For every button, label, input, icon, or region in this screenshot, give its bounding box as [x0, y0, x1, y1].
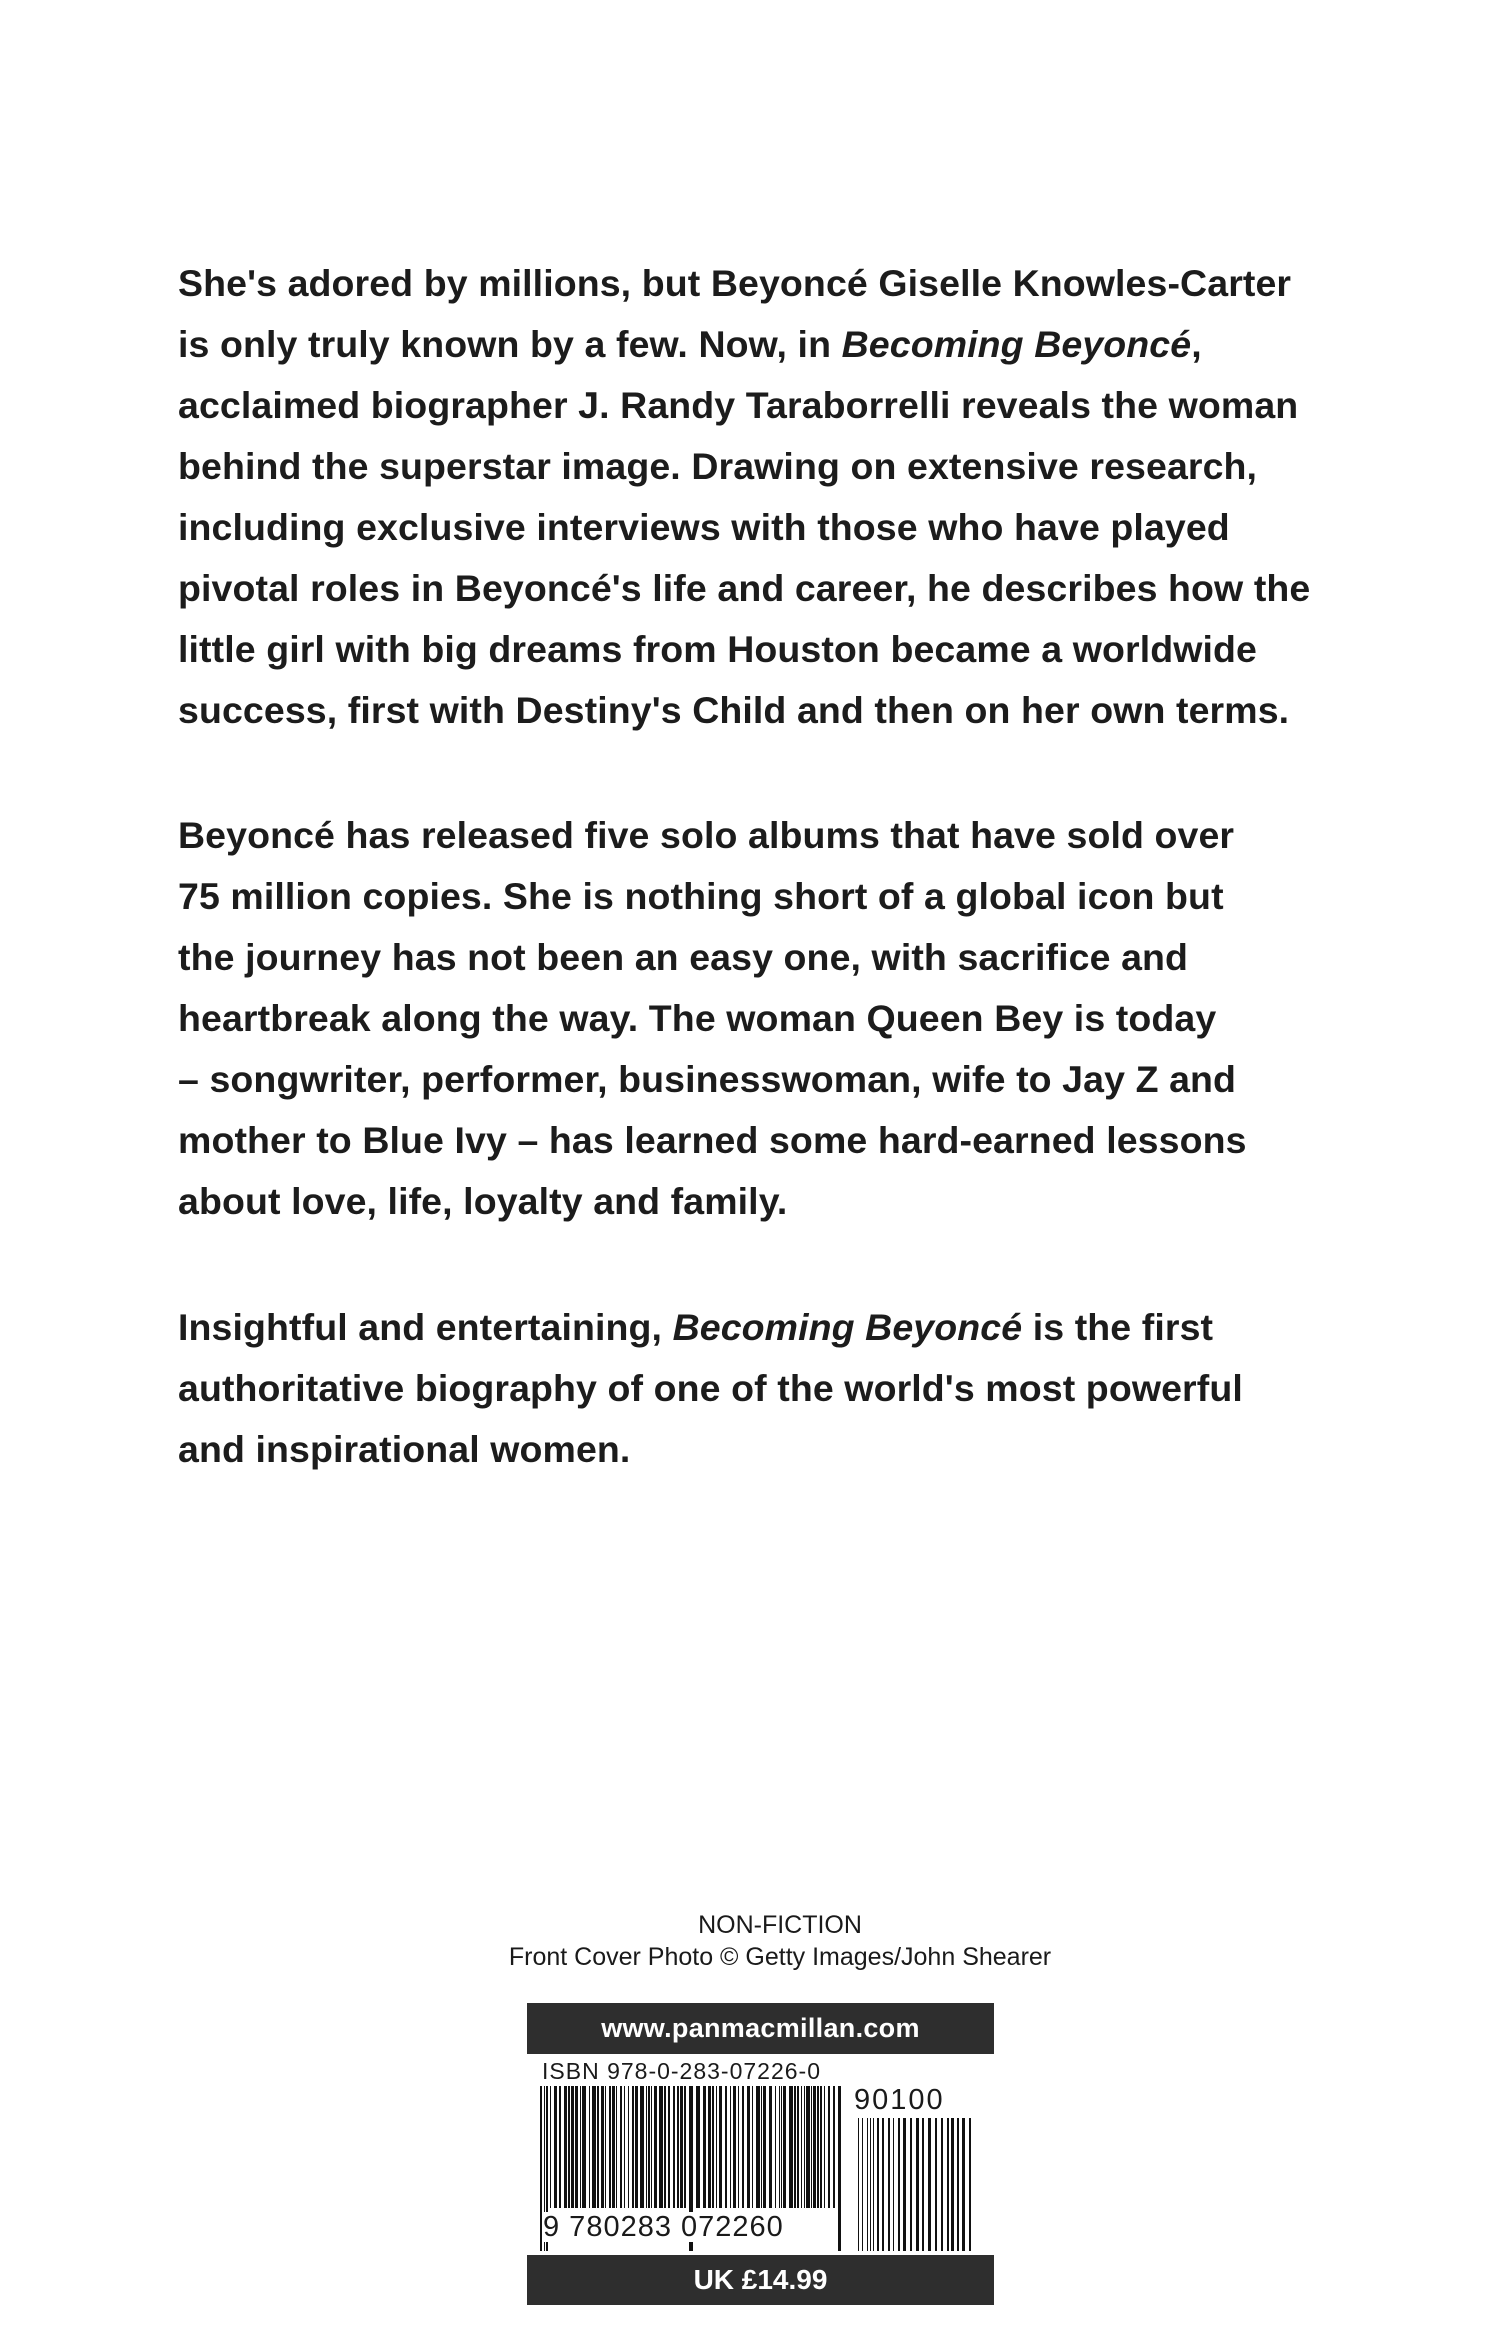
blurb-paragraph-2: [178, 805, 1378, 1232]
blurb-line: behind the superstar image. Drawing on extensive research,: [178, 445, 1258, 487]
barcode-bar: [612, 2086, 615, 2208]
barcode-bar: [797, 2086, 799, 2208]
blurb-line: Beyoncé has released five solo albums that have sold over: [178, 814, 1235, 856]
barcode-bar: [654, 2086, 657, 2208]
book-title: Becoming Beyoncé: [672, 1306, 1023, 1348]
barcode-bar: [616, 2086, 617, 2208]
blurb-line: – songwriter, performer, businesswoman, wife to Jay Z and: [178, 1058, 1237, 1100]
barcode-bar: [673, 2086, 675, 2208]
barcode-bar: [761, 2086, 762, 2208]
barcode-bar: [712, 2086, 714, 2208]
barcode-addon-bar: [888, 2118, 890, 2251]
barcode-addon-bar: [928, 2118, 931, 2251]
barcode-bar: [838, 2086, 841, 2251]
barcode-addon-bar: [873, 2118, 874, 2251]
price-banner: [527, 2255, 994, 2305]
barcode-bar: [580, 2086, 581, 2208]
photo-credit: Front Cover Photo © Getty Images/John Shearer: [508, 1943, 1052, 1971]
blurb-line: including exclusive interviews with those who have played: [178, 506, 1230, 548]
price-label: UK £14.99: [693, 2264, 828, 2295]
barcode-addon-bar: [903, 2118, 906, 2251]
barcode-bar: [632, 2086, 634, 2208]
barcode-bar: [677, 2086, 679, 2208]
barcode-bar: [554, 2086, 557, 2208]
barcode-addon-bar: [935, 2118, 937, 2251]
barcode-bar: [733, 2086, 736, 2208]
barcode-addon-bar: [957, 2118, 959, 2251]
website-url[interactable]: www.panmacmillan.com: [601, 2013, 920, 2043]
barcode-addon-bar: [941, 2118, 943, 2251]
blurb-line: mother to Blue Ivy – has learned some hard-earned lessons: [178, 1119, 1247, 1161]
barcode-addon-bar: [922, 2118, 924, 2251]
book-title: Becoming Beyoncé: [841, 323, 1192, 365]
blurb-line: pivotal roles in Beyoncé's life and career, he describes how the: [178, 567, 1311, 609]
barcode-bar: [775, 2086, 776, 2208]
barcode-bar: [582, 2086, 586, 2208]
barcode-bar: [817, 2086, 819, 2208]
barcode-bar: [540, 2086, 542, 2251]
barcode-bar: [628, 2086, 629, 2208]
barcode-bar: [806, 2086, 810, 2208]
barcode-addon-bar: [910, 2118, 912, 2251]
barcode-bar: [820, 2086, 822, 2208]
barcode-bar: [664, 2086, 666, 2208]
blurb-line: the journey has not been an easy one, with sacrifice and: [178, 936, 1189, 978]
barcode-bar: [769, 2086, 772, 2208]
barcode-bar: [635, 2086, 638, 2208]
barcode-bar: [801, 2086, 802, 2208]
barcode-bar: [811, 2086, 812, 2208]
barcode-bar: [752, 2086, 753, 2208]
barcode-bar: [559, 2086, 561, 2208]
barcode-bar: [783, 2086, 786, 2208]
blurb-line: Insightful and entertaining, Becoming Beyoncé is the first: [178, 1306, 1214, 1348]
barcode-bar: [763, 2086, 766, 2208]
genre-label: NON-FICTION: [698, 1911, 862, 1939]
barcode-bar: [719, 2086, 722, 2208]
barcode-bar: [789, 2086, 793, 2208]
barcode-bar: [747, 2086, 750, 2208]
barcode-bar: [571, 2086, 574, 2208]
barcode-bar: [828, 2086, 830, 2208]
barcode-bar: [738, 2086, 739, 2208]
barcode-bar: [742, 2086, 744, 2208]
barcode-bar: [696, 2086, 700, 2208]
blurb-line: little girl with big dreams from Houston became a worldwide: [178, 628, 1257, 670]
blurb-line: heartbreak along the way. The woman Queen Bey is today: [178, 997, 1217, 1039]
blurb-line: success, first with Destiny's Child and then on her own terms.: [178, 689, 1290, 731]
barcode-bar: [781, 2086, 782, 2208]
barcode-digits: 9 780283 072260: [543, 2212, 790, 2242]
blurb-line: about love, life, loyalty and family.: [178, 1180, 788, 1222]
barcode-bar: [779, 2086, 780, 2208]
barcode-bar: [651, 2086, 652, 2208]
barcode-addon-bar: [862, 2118, 863, 2251]
blurb-line: authoritative biography of one of the world's most powerful: [178, 1367, 1243, 1409]
barcode-addon-bar: [898, 2118, 900, 2251]
barcode-bar: [680, 2086, 683, 2208]
barcode-bar: [716, 2086, 717, 2208]
barcode-bar: [804, 2086, 805, 2208]
barcode-bar: [659, 2086, 663, 2208]
barcode-addon-bar: [947, 2118, 949, 2251]
barcode-bar: [550, 2086, 551, 2208]
barcode-addon-bar: [916, 2118, 919, 2251]
blurb-line: acclaimed biographer J. Randy Taraborrelli reveals the woman: [178, 384, 1299, 426]
barcode-bar: [708, 2086, 711, 2208]
barcode-bar: [575, 2086, 578, 2208]
barcode-bar: [564, 2086, 567, 2208]
isbn-number: ISBN 978-0-283-07226-0: [542, 2058, 821, 2084]
barcode-bar: [592, 2086, 596, 2208]
blurb-line: and inspirational women.: [178, 1428, 631, 1470]
barcode-addon-bar: [882, 2118, 884, 2251]
barcode-bar: [730, 2086, 731, 2208]
barcode-bar: [601, 2086, 604, 2208]
blurb-paragraph-1: [178, 253, 1378, 741]
barcode-bar: [605, 2086, 606, 2208]
barcode-addon-bar: [962, 2118, 965, 2251]
barcode-addon-bar: [969, 2118, 971, 2251]
barcode-bar: [648, 2086, 650, 2208]
blurb-paragraph-3: [178, 1297, 1378, 1480]
barcode-bar: [756, 2086, 760, 2208]
barcode-bar: [640, 2086, 644, 2208]
blurb-line: is only truly known by a few. Now, in Becoming Beyoncé,: [178, 323, 1202, 365]
barcode-bar: [684, 2086, 686, 2208]
barcode-bar: [725, 2086, 727, 2208]
barcode-bar: [568, 2086, 570, 2208]
barcode-bar: [833, 2086, 835, 2208]
barcode-bar: [668, 2086, 670, 2208]
barcode-bar: [703, 2086, 706, 2208]
barcode-bar: [646, 2086, 647, 2208]
barcode-addon-bar: [951, 2118, 954, 2251]
barcode-bar: [824, 2086, 825, 2208]
barcode-bar: [589, 2086, 590, 2208]
blurb-line: She's adored by millions, but Beyoncé Giselle Knowles-Carter: [178, 262, 1292, 304]
barcode-addon-bar: [870, 2118, 871, 2251]
barcode-addon-bar: [867, 2118, 868, 2251]
website-banner: [527, 2003, 994, 2054]
barcode-bar: [624, 2086, 625, 2208]
barcode-addon-digits: 90100: [854, 2084, 945, 2116]
barcode-bar: [620, 2086, 622, 2208]
barcode-bar: [609, 2086, 611, 2208]
barcode-addon-bar: [858, 2118, 859, 2251]
barcode-addon-bar: [893, 2118, 894, 2251]
blurb-line: 75 million copies. She is nothing short of a global icon but: [178, 875, 1224, 917]
barcode-bar: [597, 2086, 599, 2208]
barcode-addon-bar: [877, 2118, 879, 2251]
barcode-bar: [813, 2086, 816, 2208]
barcode-bar: [794, 2086, 796, 2208]
